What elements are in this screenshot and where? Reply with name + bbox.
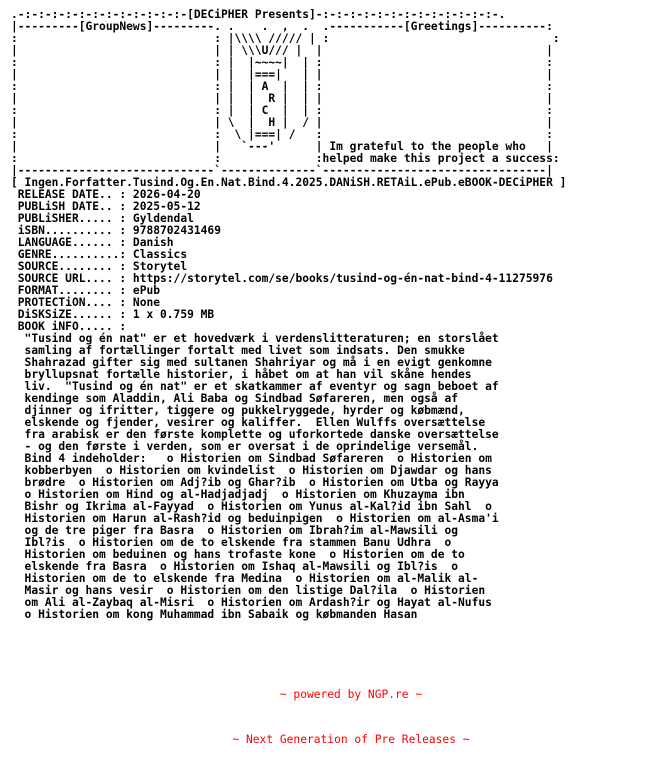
nfo-release-text: .-:-:-:-:-:-:-:-:-:-:-:-:-[DECiPHER Presents]-:-:-:-:-:-:-:-:-:-:-:-:-:-. |---------[GroupNews]---------. . . , . .-----------[Greetings]----------: : : |\\\\ ///// | : : | | | \\\U/// | | | : : | |~~~~| | : : | | | |===| | | | : : | | A | | : : | | | | R | | | | : : | | C | | : : | | \ | H | / | | : : \ |===| / : : | | `---' | Im grateful to the people who | : : :helped make this project a success: |-----------------------------`--------------`---------------------------------| [ Ingen.Forfatter.Tusind.Og.En.Nat.Bind.4.2025.DANiSH.RETAiL.ePub.eBOOK-DECiPHER ] RELEASE DATE.. : 2026-04-20 PUBLiSH DATE.. : 2025-05-12 PUBLiSHER..... : Gyldendal iSBN.......... : 9788702431469 LANGUAGE...... : Danish GENRE..........: Classics SOURCE........ : Storytel SOURCE URL.... : https://storytel.com/se/books/tusind-og-én-nat-bind-4-11275976 FORMAT........ : ePub PROTECTiON.... : None DiSKSiZE...... : 1 x 0.759 MB BOOK iNFO..... : "Tusind og én nat" er et hovedværk i verdenslitteraturen; en storslået samling af fortællinger fortalt med livet som indsats. Den smukke Shahrazad gifter sig med sultanen Shahriyar og må i en evigt genkomne bryllupsnat fortælle historier, i håbet om at han vil skåne hendes liv. "Tusind og én nat" er et skatkammer af eventyr og sagn beboet af kendinge som Aladdin, Ali Baba og Sindbad Søfareren, men også af djinner og ifritter, tiggere og pukkelryggede, hyrder og købmænd, elskende og fjender, vesirer og kaliffer. Ellen Wulffs oversættelse fra arabisk er den første komplette og uforkortede danske oversættelse - og den første i verden, som er oversat i de oprindelige versemål. Bind 4 indeholder: o Historien om Sindbad Søfareren o Historien om kobberbyen o Historien om kvindelist o Historien om Djawdar og hans brødre o Historien om Adj?ib og Ghar?ib o Historien om Utba og Rayya o Historien om Hind og al-Hadjadjadj o Historien om Khuzayma ibn Bishr og Ikrima al-Fayyad o Historien om Yunus al-Kal?id ibn Sahl o Historien om Harun al-Rash?id og beduinpigen o Historien om al-Asma'i og de tre piger fra Basra o Historien om Ibrah?im al-Mawsili og Ibl?is o Historien om de to elskende fra stammen Banu Udhra o Historien om beduinen og hans trofaste kone o Historien om de to elskende fra Basra o Historien om Ishaq al-Mawsili og Ibl?is o Historien om de to elskende fra Medina o Historien om al-Malik al- Masir og hans vesir o Historien om den listige Dal?ila o Historien om Ali al-Zaybaq al-Misri o Historien om Ardash?ir og Hayat al-Nufus o Historien om kong Muhammad ibn Sabaik og købmanden Hasan [11, 8, 567, 621]
footer-tagline: ~ Next Generation of Pre Releases ~ [232, 733, 470, 746]
footer [0, 657, 672, 762]
footer-powered-by: ~ powered by NGP.re ~ [279, 688, 423, 701]
